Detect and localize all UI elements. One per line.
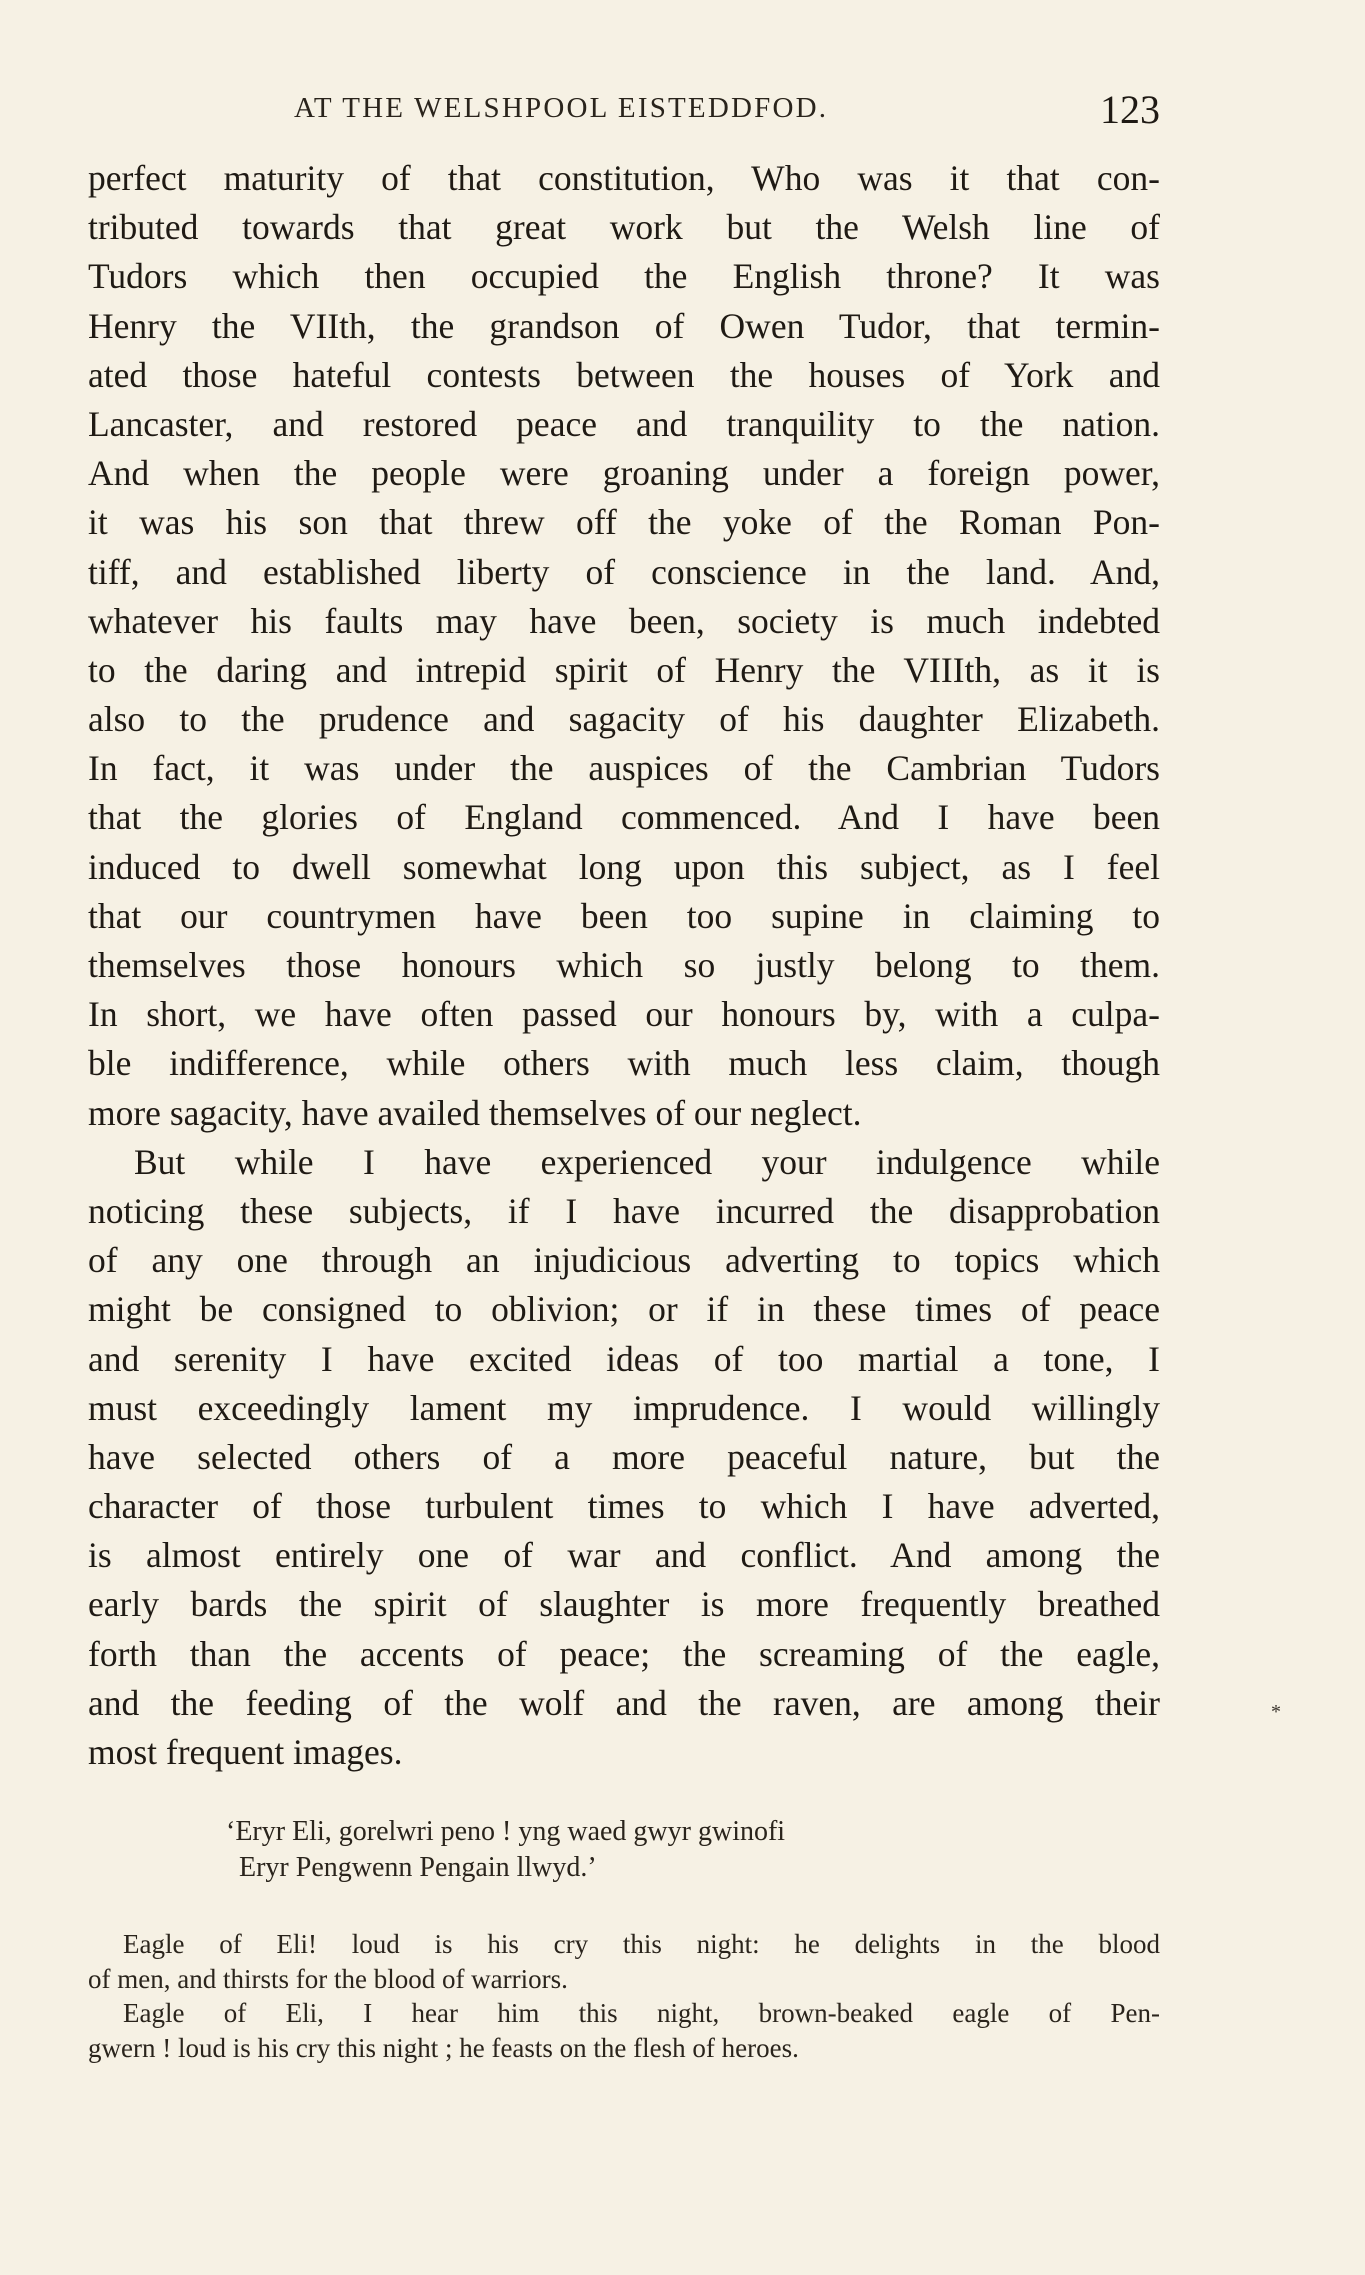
margin-mark: * — [1271, 1701, 1281, 1723]
text-line: have selected others of a more peaceful nature, but the — [88, 1436, 1160, 1477]
page-number: 123 — [1100, 87, 1160, 132]
text-line: more sagacity, have availed themselves of our neglect. — [88, 1092, 862, 1133]
text-line: to the daring and intrepid spirit of Henry the VIIIth, as it is — [88, 649, 1160, 690]
text-line: themselves those honours which so justly belong to them. — [88, 945, 1160, 985]
running-title: AT THE WELSHPOOL EISTEDDFOD. — [294, 92, 829, 124]
text-line: Lancaster, and restored peace and tranquility to the nation. — [88, 403, 1160, 444]
text-line: In fact, it was under the auspices of the Cambrian Tudors — [88, 748, 1160, 789]
text-line: also to the prudence and sagacity of his daughter Elizabeth. — [88, 699, 1160, 740]
text-line: ated those hateful contests between the houses of York and — [88, 354, 1160, 395]
text-line: might be consigned to oblivion; or if in these times of peace — [88, 1289, 1160, 1330]
text-line: induced to dwell somewhat long upon this subject, as I feel — [88, 846, 1160, 887]
text-line: And when the people were groaning under a foreign power, — [88, 453, 1160, 494]
welsh-verse-quote — [226, 1814, 1026, 1886]
text-line: and the feeding of the wolf and the raven, are among their — [88, 1682, 1160, 1723]
text-line: is almost entirely one of war and conflict. And among the — [88, 1535, 1160, 1576]
text-line: early bards the spirit of slaughter is more frequently breathed — [88, 1584, 1160, 1625]
text-line: noticing these subjects, if I have incurred the disapprobation — [88, 1190, 1160, 1231]
text-line: But while I have experienced your indulgence while — [134, 1141, 1160, 1182]
verse-translation — [88, 1927, 1160, 2065]
text-line: Tudors which then occupied the English throne? It was — [88, 256, 1160, 297]
text-line: perfect maturity of that constitution, Who was it that con- — [88, 158, 1160, 198]
translation-line: Eagle of Eli! loud is his cry this night: he delights in the blood — [123, 1929, 1160, 1959]
text-line: must exceedingly lament my imprudence. I would willingly — [88, 1387, 1160, 1428]
quote-line: ‘Eryr Eli, gorelwri peno ! yng waed gwyr gwinofi — [226, 1816, 786, 1847]
text-line: tiff, and established liberty of conscience in the land. And, — [88, 551, 1160, 592]
translation-line: of men, and thirsts for the blood of warriors. — [88, 1963, 568, 1994]
text-line: In short, we have often passed our honours by, with a culpa- — [88, 994, 1160, 1035]
text-line: and serenity I have excited ideas of too martial a tone, I — [88, 1338, 1160, 1379]
text-line: Henry the VIIth, the grandson of Owen Tudor, that termin- — [88, 305, 1160, 346]
text-line: of any one through an injudicious adverting to topics which — [88, 1240, 1160, 1281]
text-line: tributed towards that great work but the Welsh line of — [88, 207, 1160, 248]
translation-line: Eagle of Eli, I hear him this night, brown-beaked eagle of Pen- — [123, 1998, 1160, 2028]
text-line: whatever his faults may have been, society is much indebted — [88, 600, 1160, 641]
running-head — [88, 86, 1160, 136]
text-line: most frequent images. — [88, 1732, 403, 1772]
quote-line: Eryr Pengwenn Pengain llwyd.’ — [239, 1852, 597, 1883]
text-line: forth than the accents of peace; the screaming of the eagle, — [88, 1633, 1160, 1674]
text-line: it was his son that threw off the yoke of the Roman Pon- — [88, 502, 1160, 543]
text-line: ble indifference, while others with much less claim, though — [88, 1043, 1160, 1084]
body-text — [88, 154, 1160, 1777]
text-line: character of those turbulent times to which I have adverted, — [88, 1486, 1160, 1527]
translation-line: gwern ! loud is his cry this night ; he feasts on the flesh of heroes. — [88, 2032, 799, 2063]
text-line: that the glories of England commenced. And I have been — [88, 797, 1160, 838]
text-line: that our countrymen have been too supine in claiming to — [88, 895, 1160, 936]
